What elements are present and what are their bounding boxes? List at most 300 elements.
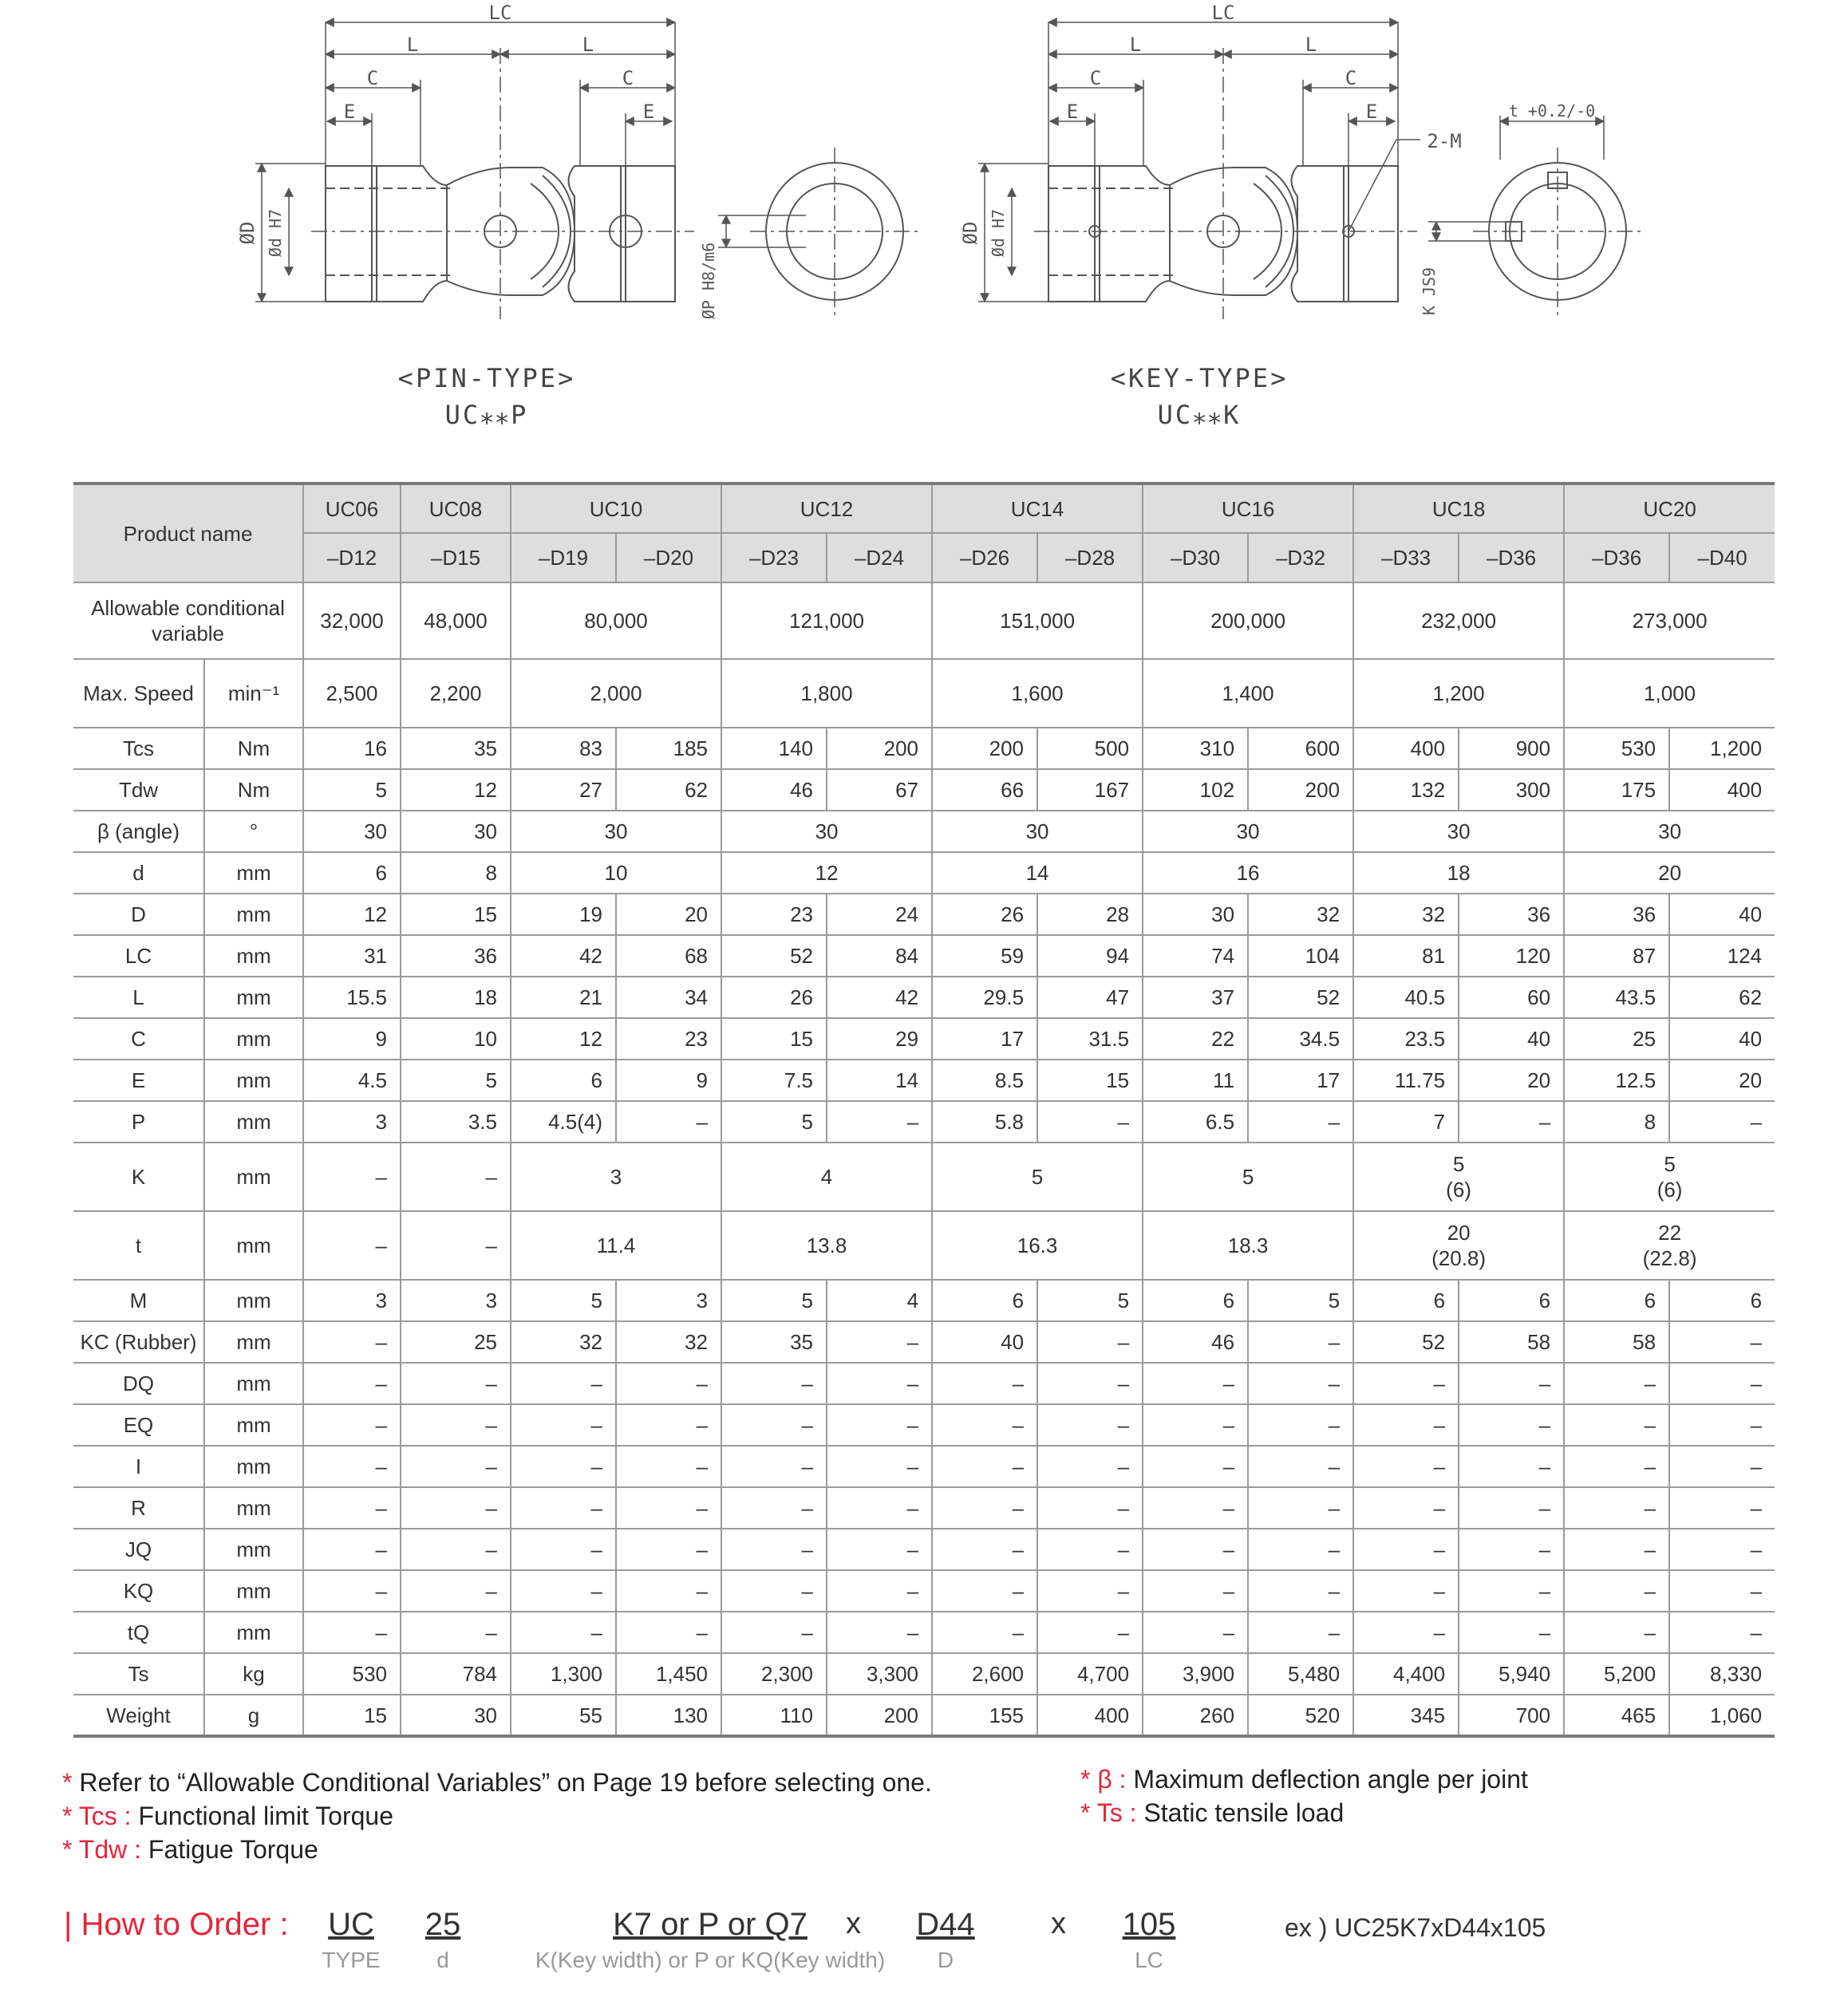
spec-value: 4,400 [1353, 1653, 1459, 1695]
spec-value: – [1459, 1570, 1564, 1612]
spec-value: – [1143, 1529, 1248, 1570]
spec-value: 530 [303, 1653, 401, 1695]
pin-dim-op: ØP H8/m6 [699, 242, 718, 320]
spec-value: – [1353, 1404, 1459, 1446]
row-unit: mm [204, 1143, 303, 1211]
spec-value: 200 [1248, 769, 1353, 811]
row-label: d [73, 852, 204, 894]
spec-value: – [303, 1612, 401, 1653]
spec-value: – [1143, 1404, 1248, 1446]
spec-value: 155 [932, 1695, 1037, 1736]
spec-value: 66 [932, 769, 1037, 811]
key-dim-k: K JS9 [1420, 266, 1439, 316]
spec-value: 67 [827, 769, 932, 811]
spec-value: – [511, 1363, 616, 1404]
spec-value: 600 [1248, 728, 1353, 769]
spec-value: 5 [511, 1280, 616, 1321]
row-label: Weight [73, 1695, 204, 1736]
spec-value: 43.5 [1564, 977, 1669, 1018]
row-label: EQ [73, 1404, 204, 1446]
spec-value: 24 [827, 894, 932, 935]
row-label: Ts [73, 1653, 204, 1695]
spec-value: 84 [827, 935, 932, 977]
spec-value: 62 [1669, 977, 1775, 1018]
spec-value: 6 [932, 1280, 1037, 1321]
spec-value: – [1037, 1612, 1143, 1653]
row-unit: mm [204, 1487, 303, 1529]
spec-row [73, 1446, 1775, 1487]
spec-value: 1,400 [1143, 659, 1353, 728]
spec-value: 1,300 [511, 1653, 616, 1695]
spec-value: – [1353, 1363, 1459, 1404]
spec-value: – [827, 1101, 932, 1143]
spec-value: 32 [616, 1321, 721, 1363]
spec-value: 3,900 [1143, 1653, 1248, 1695]
spec-value: 36 [401, 935, 511, 977]
spec-value: 4 [721, 1143, 932, 1211]
spec-value: 300 [1459, 769, 1564, 811]
pin-type-code: UC⁎⁎P [444, 400, 529, 430]
model-name: UC06 [303, 484, 401, 533]
spec-value: – [721, 1529, 827, 1570]
spec-value: 15 [1037, 1060, 1143, 1101]
spec-value: 6 [1564, 1280, 1669, 1321]
spec-value: 25 [401, 1321, 511, 1363]
how-to-order [64, 1907, 1819, 2003]
spec-value-line: (22.8) [1642, 1246, 1697, 1270]
model-variant: –D36 [1564, 533, 1669, 582]
spec-value: – [511, 1446, 616, 1487]
spec-value: – [1459, 1446, 1564, 1487]
header-row-models [73, 484, 1775, 533]
pin-type-caption [367, 363, 606, 430]
order-example: ex ) UC25K7xD44x105 [1285, 1913, 1546, 1942]
key-dim-lc: LC [1211, 2, 1235, 24]
spec-value: 130 [616, 1695, 721, 1736]
spec-value-line: 5 [1664, 1152, 1676, 1176]
spec-value: 500 [1037, 728, 1143, 769]
note-text: Static tensile load [1143, 1798, 1345, 1827]
spec-value: 3 [303, 1101, 401, 1143]
row-unit: min⁻¹ [204, 659, 303, 728]
spec-value: – [932, 1612, 1037, 1653]
spec-value: – [1248, 1487, 1353, 1529]
spec-value: – [1669, 1612, 1775, 1653]
spec-value: – [1037, 1570, 1143, 1612]
spec-value: – [401, 1211, 511, 1280]
spec-value: 55 [511, 1695, 616, 1736]
spec-value: – [401, 1446, 511, 1487]
spec-value: 47 [1037, 977, 1143, 1018]
spec-value: 140 [721, 728, 827, 769]
spec-value: 27 [511, 769, 616, 811]
spec-value: 185 [616, 728, 721, 769]
spec-value: – [1353, 1529, 1459, 1570]
spec-value: – [1564, 1529, 1669, 1570]
spec-value: 1,800 [721, 659, 932, 728]
spec-value: 80,000 [511, 582, 721, 659]
order-separator: x [1051, 1907, 1066, 1940]
spec-value: 11.75 [1353, 1060, 1459, 1101]
spec-value: 20 [616, 894, 721, 935]
spec-value: – [932, 1404, 1037, 1446]
spec-value: – [721, 1446, 827, 1487]
spec-value: 81 [1353, 935, 1459, 977]
spec-value: – [721, 1404, 827, 1446]
spec-value: 12 [511, 1018, 616, 1060]
spec-value: – [1459, 1363, 1564, 1404]
spec-value: 52 [1353, 1321, 1459, 1363]
model-name: UC16 [1143, 484, 1353, 533]
model-variant: –D40 [1669, 533, 1775, 582]
spec-value: – [303, 1446, 401, 1487]
key-dim-c-left: C [1089, 67, 1102, 89]
spec-value: 1,000 [1564, 659, 1775, 728]
spec-value: 16.3 [932, 1211, 1143, 1280]
spec-value: – [1459, 1612, 1564, 1653]
model-name: UC08 [401, 484, 511, 533]
row-label: P [73, 1101, 204, 1143]
spec-value: 48,000 [401, 582, 511, 659]
spec-value: 5 [1037, 1280, 1143, 1321]
spec-row [73, 1487, 1775, 1529]
spec-value: – [303, 1529, 401, 1570]
model-variant: –D30 [1143, 533, 1248, 582]
spec-value: – [932, 1446, 1037, 1487]
spec-value: 68 [616, 935, 721, 977]
spec-value: – [1248, 1363, 1353, 1404]
row-label: Max. Speed [73, 659, 204, 728]
spec-value: – [401, 1570, 511, 1612]
spec-value: – [1037, 1363, 1143, 1404]
technical-drawings [0, 0, 1848, 471]
spec-value: 5 [303, 769, 401, 811]
spec-value: 15 [401, 894, 511, 935]
spec-value: 30 [303, 811, 401, 852]
row-unit: mm [204, 1018, 303, 1060]
row-label: KC (Rubber) [73, 1321, 204, 1363]
row-label: E [73, 1060, 204, 1101]
spec-value: – [1037, 1446, 1143, 1487]
spec-value: 18 [401, 977, 511, 1018]
spec-value: 29 [827, 1018, 932, 1060]
spec-value: – [1669, 1321, 1775, 1363]
row-label: M [73, 1280, 204, 1321]
spec-value: – [616, 1570, 721, 1612]
spec-value: – [1353, 1612, 1459, 1653]
spec-value: – [1564, 1363, 1669, 1404]
spec-value: 5.8 [932, 1101, 1037, 1143]
spec-value: 31 [303, 935, 401, 977]
order-part-type: UC TYPE [322, 1907, 381, 1972]
spec-row [73, 1321, 1775, 1363]
model-name: UC10 [511, 484, 721, 533]
spec-value: 23.5 [1353, 1018, 1459, 1060]
key-dim-c-right: C [1345, 67, 1357, 89]
spec-value: – [1459, 1487, 1564, 1529]
spec-value: – [827, 1321, 932, 1363]
key-dim-m: 2-M [1427, 130, 1462, 152]
spec-value: 520 [1248, 1695, 1353, 1736]
spec-table [73, 482, 1775, 1738]
spec-row [73, 1695, 1775, 1736]
spec-value: 273,000 [1564, 582, 1775, 659]
spec-value: 175 [1564, 769, 1669, 811]
spec-value: – [827, 1446, 932, 1487]
spec-value: 12.5 [1564, 1060, 1669, 1101]
pin-type-end-view [718, 148, 918, 315]
spec-value: – [1037, 1101, 1143, 1143]
spec-value: 58 [1459, 1321, 1564, 1363]
spec-value: – [1037, 1487, 1143, 1529]
spec-value: 900 [1459, 728, 1564, 769]
row-label: I [73, 1446, 204, 1487]
pin-dim-l-right: L [582, 34, 594, 56]
spec-value: – [827, 1529, 932, 1570]
spec-value: – [303, 1211, 401, 1280]
how-to-order-heading: | How to Order : [64, 1907, 289, 1942]
spec-value: 32 [1248, 894, 1353, 935]
spec-value [1353, 1143, 1564, 1211]
spec-value: 19 [511, 894, 616, 935]
spec-value: 20 [1564, 852, 1775, 894]
key-type-caption [1080, 363, 1319, 430]
order-part-dd: D44 D [916, 1907, 975, 1972]
spec-value: 1,600 [932, 659, 1143, 728]
spec-value: 32,000 [303, 582, 401, 659]
row-label: K [73, 1143, 204, 1211]
spec-value: 36 [1564, 894, 1669, 935]
spec-value: 6 [1143, 1280, 1248, 1321]
spec-value: 15.5 [303, 977, 401, 1018]
key-dim-odh7: Ød H7 [989, 208, 1008, 258]
spec-value: 6 [511, 1060, 616, 1101]
spec-value: 14 [827, 1060, 932, 1101]
spec-value: – [401, 1612, 511, 1653]
pin-dim-lc: LC [488, 2, 512, 24]
spec-value: 30 [401, 1695, 511, 1736]
model-name: UC20 [1564, 484, 1775, 533]
spec-value: – [616, 1101, 721, 1143]
model-variant: –D33 [1353, 533, 1459, 582]
pin-dim-odh7: Ød H7 [266, 208, 285, 258]
spec-value: 62 [616, 769, 721, 811]
spec-row [73, 1529, 1775, 1570]
spec-value: – [1669, 1570, 1775, 1612]
spec-value: 34.5 [1248, 1018, 1353, 1060]
spec-value: 120 [1459, 935, 1564, 977]
spec-value: 124 [1669, 935, 1775, 977]
spec-value: 30 [932, 811, 1143, 852]
spec-row [73, 1280, 1775, 1321]
spec-value: – [511, 1529, 616, 1570]
spec-value: 2,600 [932, 1653, 1037, 1695]
spec-value: 2,200 [401, 659, 511, 728]
row-label: L [73, 977, 204, 1018]
spec-value: 30 [721, 811, 932, 852]
pin-dim-l-left: L [406, 34, 419, 56]
spec-value: 1,450 [616, 1653, 721, 1695]
spec-value: 260 [1143, 1695, 1248, 1736]
spec-value: – [616, 1363, 721, 1404]
spec-value: 14 [932, 852, 1143, 894]
row-unit: mm [204, 1101, 303, 1143]
spec-row [73, 728, 1775, 769]
spec-value: 20 [1459, 1060, 1564, 1101]
spec-value: – [1248, 1101, 1353, 1143]
spec-value: 52 [721, 935, 827, 977]
spec-value: 36 [1459, 894, 1564, 935]
note-key: Tcs [78, 1802, 117, 1830]
spec-value: 11 [1143, 1060, 1248, 1101]
spec-value: 12 [401, 769, 511, 811]
spec-value: – [1564, 1487, 1669, 1529]
spec-value: 12 [303, 894, 401, 935]
spec-value: – [511, 1570, 616, 1612]
spec-value: 16 [303, 728, 401, 769]
spec-row [73, 935, 1775, 977]
spec-value: 17 [1248, 1060, 1353, 1101]
spec-value: 60 [1459, 977, 1564, 1018]
spec-value: 26 [932, 894, 1037, 935]
spec-value: – [1564, 1570, 1669, 1612]
spec-value: 30 [1143, 811, 1353, 852]
spec-value: 30 [1353, 811, 1564, 852]
spec-value: 12 [721, 852, 932, 894]
pin-dim-e-left: E [343, 101, 356, 123]
spec-value: – [932, 1570, 1037, 1612]
spec-value: – [1669, 1404, 1775, 1446]
spec-value: 1,200 [1353, 659, 1564, 728]
spec-value: 23 [616, 1018, 721, 1060]
note-text: Maximum deflection angle per joint [1133, 1765, 1528, 1794]
spec-value [1353, 1211, 1564, 1280]
spec-value: – [303, 1143, 401, 1211]
spec-value: – [1143, 1612, 1248, 1653]
spec-value: 5 [1143, 1143, 1353, 1211]
row-unit: mm [204, 1612, 303, 1653]
key-type-code: UC⁎⁎K [1157, 400, 1242, 430]
spec-value: 400 [1037, 1695, 1143, 1736]
spec-value: 400 [1669, 769, 1775, 811]
spec-value: 30 [1564, 811, 1775, 852]
row-label: R [73, 1487, 204, 1529]
spec-value: 151,000 [932, 582, 1143, 659]
key-dim-l-right: L [1305, 34, 1317, 56]
key-dim-od: ØD [959, 221, 981, 245]
spec-value: 784 [401, 1653, 511, 1695]
model-variant: –D26 [932, 533, 1037, 582]
spec-value: 34 [616, 977, 721, 1018]
spec-value: – [932, 1529, 1037, 1570]
pin-dim-c-left: C [366, 67, 379, 89]
spec-value: 3 [511, 1143, 721, 1211]
spec-value: – [303, 1487, 401, 1529]
key-dim-e-left: E [1066, 101, 1079, 123]
row-unit: g [204, 1695, 303, 1736]
spec-value: 74 [1143, 935, 1248, 977]
spec-value: 94 [1037, 935, 1143, 977]
row-unit: kg [204, 1653, 303, 1695]
spec-value: 102 [1143, 769, 1248, 811]
spec-value: 4 [827, 1280, 932, 1321]
spec-row [73, 1101, 1775, 1143]
spec-value: 25 [1564, 1018, 1669, 1060]
spec-value: 5 [1248, 1280, 1353, 1321]
notes-left [62, 1768, 932, 1869]
spec-value: – [1037, 1321, 1143, 1363]
spec-value: – [1564, 1446, 1669, 1487]
spec-value-line: (6) [1656, 1178, 1683, 1202]
model-variant: –D28 [1037, 533, 1143, 582]
spec-row [73, 1653, 1775, 1695]
spec-value: – [401, 1529, 511, 1570]
spec-value: 40 [1669, 1018, 1775, 1060]
spec-value: 310 [1143, 728, 1248, 769]
order-separator: x [846, 1907, 861, 1940]
model-variant: –D32 [1248, 533, 1353, 582]
spec-row [73, 1060, 1775, 1101]
spec-value: – [1248, 1321, 1353, 1363]
row-unit: mm [204, 1280, 303, 1321]
spec-value: – [1353, 1570, 1459, 1612]
spec-value: – [303, 1321, 401, 1363]
spec-row [73, 659, 1775, 728]
spec-value: 26 [721, 977, 827, 1018]
model-variant: –D24 [827, 533, 932, 582]
row-unit: Nm [204, 769, 303, 811]
spec-value: 5 [932, 1143, 1143, 1211]
spec-row [73, 894, 1775, 935]
spec-value: 6 [1459, 1280, 1564, 1321]
spec-value: – [1248, 1404, 1353, 1446]
spec-value: 35 [721, 1321, 827, 1363]
spec-value: 465 [1564, 1695, 1669, 1736]
spec-row [73, 1612, 1775, 1653]
spec-value: 3.5 [401, 1101, 511, 1143]
note-text: Fatigue Torque [148, 1835, 318, 1864]
spec-value: 4.5 [303, 1060, 401, 1101]
spec-value: – [1669, 1101, 1775, 1143]
row-label: Tdw [73, 769, 204, 811]
row-label: Allowable conditional variable [73, 582, 303, 659]
spec-row [73, 977, 1775, 1018]
spec-row [73, 1143, 1775, 1211]
note-key: Ts [1096, 1798, 1123, 1827]
spec-value: 4,700 [1037, 1653, 1143, 1695]
spec-value: 58 [1564, 1321, 1669, 1363]
spec-value: 200 [827, 1695, 932, 1736]
spec-value: 18 [1353, 852, 1564, 894]
spec-value: 32 [511, 1321, 616, 1363]
spec-value: 83 [511, 728, 616, 769]
spec-value: 18.3 [1143, 1211, 1353, 1280]
spec-value: – [1248, 1612, 1353, 1653]
spec-value: 9 [616, 1060, 721, 1101]
model-variant: –D20 [616, 533, 721, 582]
model-variant: –D15 [401, 533, 511, 582]
row-label: β (angle) [73, 811, 204, 852]
spec-row [73, 1570, 1775, 1612]
spec-value: – [511, 1487, 616, 1529]
spec-value-line: 5 [1452, 1152, 1465, 1176]
spec-value: 15 [303, 1695, 401, 1736]
spec-value: – [401, 1404, 511, 1446]
note-text: Functional limit Torque [138, 1802, 393, 1830]
spec-value: – [721, 1570, 827, 1612]
spec-value: 200 [827, 728, 932, 769]
pin-dim-c-right: C [622, 67, 634, 89]
